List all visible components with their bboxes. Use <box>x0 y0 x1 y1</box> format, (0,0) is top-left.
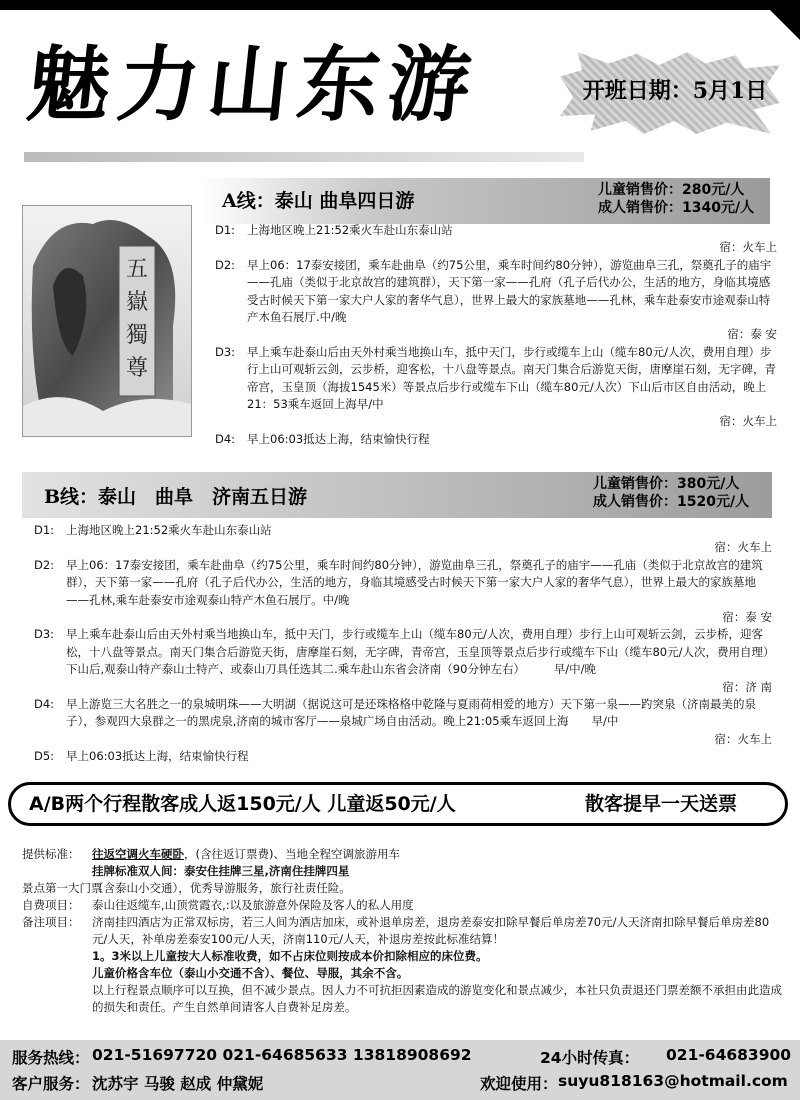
start-date: 开班日期：5月1日 <box>582 78 768 104</box>
day-label: D3: <box>215 344 236 359</box>
day-label: D4: <box>215 431 236 446</box>
note-text: 泰山往返缆车,山顶赏霞衣,:以及旅游意外保险及客人的私人用度 <box>92 898 414 912</box>
promo-banner <box>8 782 788 826</box>
day-label: D3: <box>34 627 55 642</box>
overnight-stay: 宿：火车上 <box>714 540 772 555</box>
day-description: 早上乘车赴泰山后由天外村乘当地换山车，抵中天门，步行或缆车上山（缆车80元/人次，费用自理）步行上山可观斩云剑，云步桥，迎客松，十八盘等景点。南天门集合后游览天街，唐摩崖石刻，无字碑，青帝宫，玉皇顶（海拔1545米）等景点后步行或缆车下山（缆车80元/人次）下山后市区自由活动，晚上21：53乘车返回上海早/中 <box>247 344 776 412</box>
page-title: 魅力山东游 <box>22 37 484 133</box>
customer-service-label: 客户服务： <box>12 1075 90 1093</box>
line-b-adult-price <box>593 492 749 512</box>
corner-decoration <box>760 0 800 40</box>
svg-text:獨: 獨 <box>125 323 149 348</box>
itinerary-day <box>34 748 772 765</box>
note-item <box>22 914 784 948</box>
overnight-stay: 宿：火车上 <box>719 240 777 255</box>
day-description: 早上游览三大名胜之一的泉城明珠——大明湖（据说这可是还珠格格中乾隆与夏雨荷相爱的地方）天下第一泉——趵突泉（济南最美的泉子），参观四大泉群之一的黑虎泉,济南的城市客厅——泉城广场自由活动。晚上21:05乘车返回上海 早/中 <box>66 697 756 729</box>
note-item <box>22 880 784 897</box>
note-text: 挂牌标准双人间：泰安住挂牌三星,济南住挂牌四星 <box>92 864 350 878</box>
note-text: 儿童价格含车位（泰山小交通不含）、餐位、导服，其余不含。 <box>92 966 409 980</box>
note-item <box>22 863 784 880</box>
adult-price-value: 1520元/人 <box>677 494 750 510</box>
child-price-label: 儿童销售价： <box>593 476 677 492</box>
line-a-title: A线：泰山 曲阜四日游 <box>222 190 415 212</box>
hotline-numbers: 021-51697720 021-64685633 13818908692 <box>92 1046 472 1064</box>
note-text: 1。3米以上儿童按大人标准收费，如不占床位则按成本价扣除相应的床位费。 <box>92 949 488 963</box>
note-item <box>22 965 784 982</box>
overnight-stay: 宿：泰 安 <box>727 327 777 342</box>
adult-price-label: 成人销售价： <box>593 494 677 510</box>
day-description: 上海地区晚上21:52乘火车赴山东泰山站 <box>247 223 453 237</box>
hotline-label: 服务热线： <box>12 1049 90 1067</box>
line-a-itinerary <box>215 222 777 448</box>
note-item <box>22 897 784 914</box>
day-description: 早上06:03抵达上海，结束愉快行程 <box>66 749 249 764</box>
service-notes <box>22 846 784 1016</box>
title-underline <box>24 152 584 162</box>
contact-email: suyu818163@hotmail.com <box>558 1072 788 1090</box>
welcome-label: 欢迎使用： <box>480 1075 558 1093</box>
itinerary-day <box>215 257 777 344</box>
day-description: 早上06：17泰安接团，乘车赴曲阜（约75公里，乘车时间约80分钟），游览曲阜三孔，祭奠孔子的庙宇——孔庙（类似于北京故宫的建筑群），天下第一家——孔府（孔子后代办公，生活的地方，身临其境感受古时候天下第一家大户人家的奢华气息），世界上最大的家族墓地——孔林,乘车赴泰安市途观泰山特产木鱼石展厅。中/晚 <box>66 557 763 607</box>
itinerary-day <box>215 431 777 448</box>
day-label: D2: <box>34 557 55 572</box>
day-label: D1: <box>34 523 55 537</box>
customer-service-names: 沈苏宇 马骏 赵成 仲黛妮 <box>92 1075 264 1093</box>
child-price-value: 380元/人 <box>677 476 740 492</box>
child-price-label: 儿童销售价： <box>598 182 682 198</box>
adult-price-value: 1340元/人 <box>682 200 755 216</box>
note-text: （含泰山小交通），优秀导游服务，旅行社责任险。 <box>92 881 351 895</box>
promo-rebate: A/B两个行程散客成人返150元/人 儿童返50元/人 <box>29 793 456 815</box>
day-label: D2: <box>215 257 236 272</box>
line-b-child-price <box>593 474 739 494</box>
overnight-stay: 宿：泰 安 <box>722 610 772 625</box>
day-label: D5: <box>34 749 55 764</box>
overnight-stay: 宿：火车上 <box>714 731 772 746</box>
note-label: 自费项目： <box>22 898 80 912</box>
note-text: 济南挂四酒店为正常双标房，若三人间为酒店加床，或补退单房差，退房差泰安扣除早餐后单房差70元/人天济南扣除早餐后单房差80元/人天，补单房差泰安100元/人天，济南110元/人天，补退房差按此标准结算！ <box>92 915 770 946</box>
note-item <box>22 948 784 965</box>
itinerary-day <box>34 626 772 696</box>
itinerary-day <box>34 522 772 557</box>
svg-text:五: 五 <box>125 257 149 282</box>
itinerary-day <box>34 557 772 627</box>
itinerary-day <box>215 222 777 257</box>
line-a-adult-price <box>598 198 754 218</box>
fax-label: 24小时传真： <box>540 1049 640 1067</box>
day-label: D4: <box>34 697 55 712</box>
child-price-value: 280元/人 <box>682 182 745 198</box>
line-b-itinerary <box>34 522 772 766</box>
promo-ticket-delivery: 散客提早一天送票 <box>585 793 738 815</box>
note-label: 提供标准： <box>22 847 80 861</box>
overnight-stay: 宿：济 南 <box>722 679 772 694</box>
note-text: 以上行程景点顺序可以互换，但不减少景点。因人力不可抗拒因素造成的游览变化和景点减少，本社只负责退还门票差额不承担由此造成的损失和责任。产生自然单间请客人自费补足房差。 <box>92 983 782 1014</box>
overnight-stay: 宿：火车上 <box>719 414 777 429</box>
day-description: 早上乘车赴泰山后由天外村乘当地换山车，抵中天门，步行或缆车上山（缆车80元/人次，费用自理）步行上山可观斩云剑，云步桥，迎客松，十八盘等景点。南天门集合后游览天街，唐摩崖石刻，无字碑，青帝宫，玉皇顶等景点后步行或缆车下山（缆车80元/人次，费用自理）下山后,观泰山特产泰山土特产、或泰山刀具任选其二.乘车赴山东省会济南（90分钟左右） 早/中/晚 <box>66 627 769 677</box>
mount-tai-photo <box>22 205 192 437</box>
rock-image-icon <box>23 206 191 436</box>
note-label: 景点第一大门票 <box>22 881 103 895</box>
line-b-title: B线：泰山 曲阜 济南五日游 <box>44 486 308 508</box>
note-item <box>22 982 784 1016</box>
adult-price-label: 成人销售价： <box>598 200 682 216</box>
fax-number: 021-64683900 <box>666 1046 792 1064</box>
day-description: 上海地区晚上21:52乘火车赴山东泰山站 <box>66 523 272 537</box>
svg-text:尊: 尊 <box>125 356 149 381</box>
itinerary-day <box>34 696 772 748</box>
line-a-child-price <box>598 180 744 200</box>
day-description: 早上06:03抵达上海，结束愉快行程 <box>247 431 430 446</box>
itinerary-day <box>215 344 777 431</box>
note-label: 备注项目： <box>22 915 80 929</box>
top-border <box>0 0 800 10</box>
note-text: ，(含往返订票费)、当地全程空调旅游用车 <box>184 847 400 861</box>
day-label: D1: <box>215 223 236 237</box>
svg-text:嶽: 嶽 <box>125 290 149 315</box>
note-text: 往返空调火车硬卧 <box>92 847 184 861</box>
day-description: 早上06：17泰安接团，乘车赴曲阜（约75公里，乘车时间约80分钟），游览曲阜三孔，祭奠孔子的庙宇——孔庙（类似于北京故宫的建筑群），天下第一家——孔府（孔子后代办公，生活的地方，身临其境感受古时候天下第一家大户人家的奢华气息），世界上最大的家族墓地——孔林，乘车赴泰安市途观泰山特产木鱼石展厅.中/晚 <box>247 257 772 325</box>
note-item <box>22 846 784 863</box>
